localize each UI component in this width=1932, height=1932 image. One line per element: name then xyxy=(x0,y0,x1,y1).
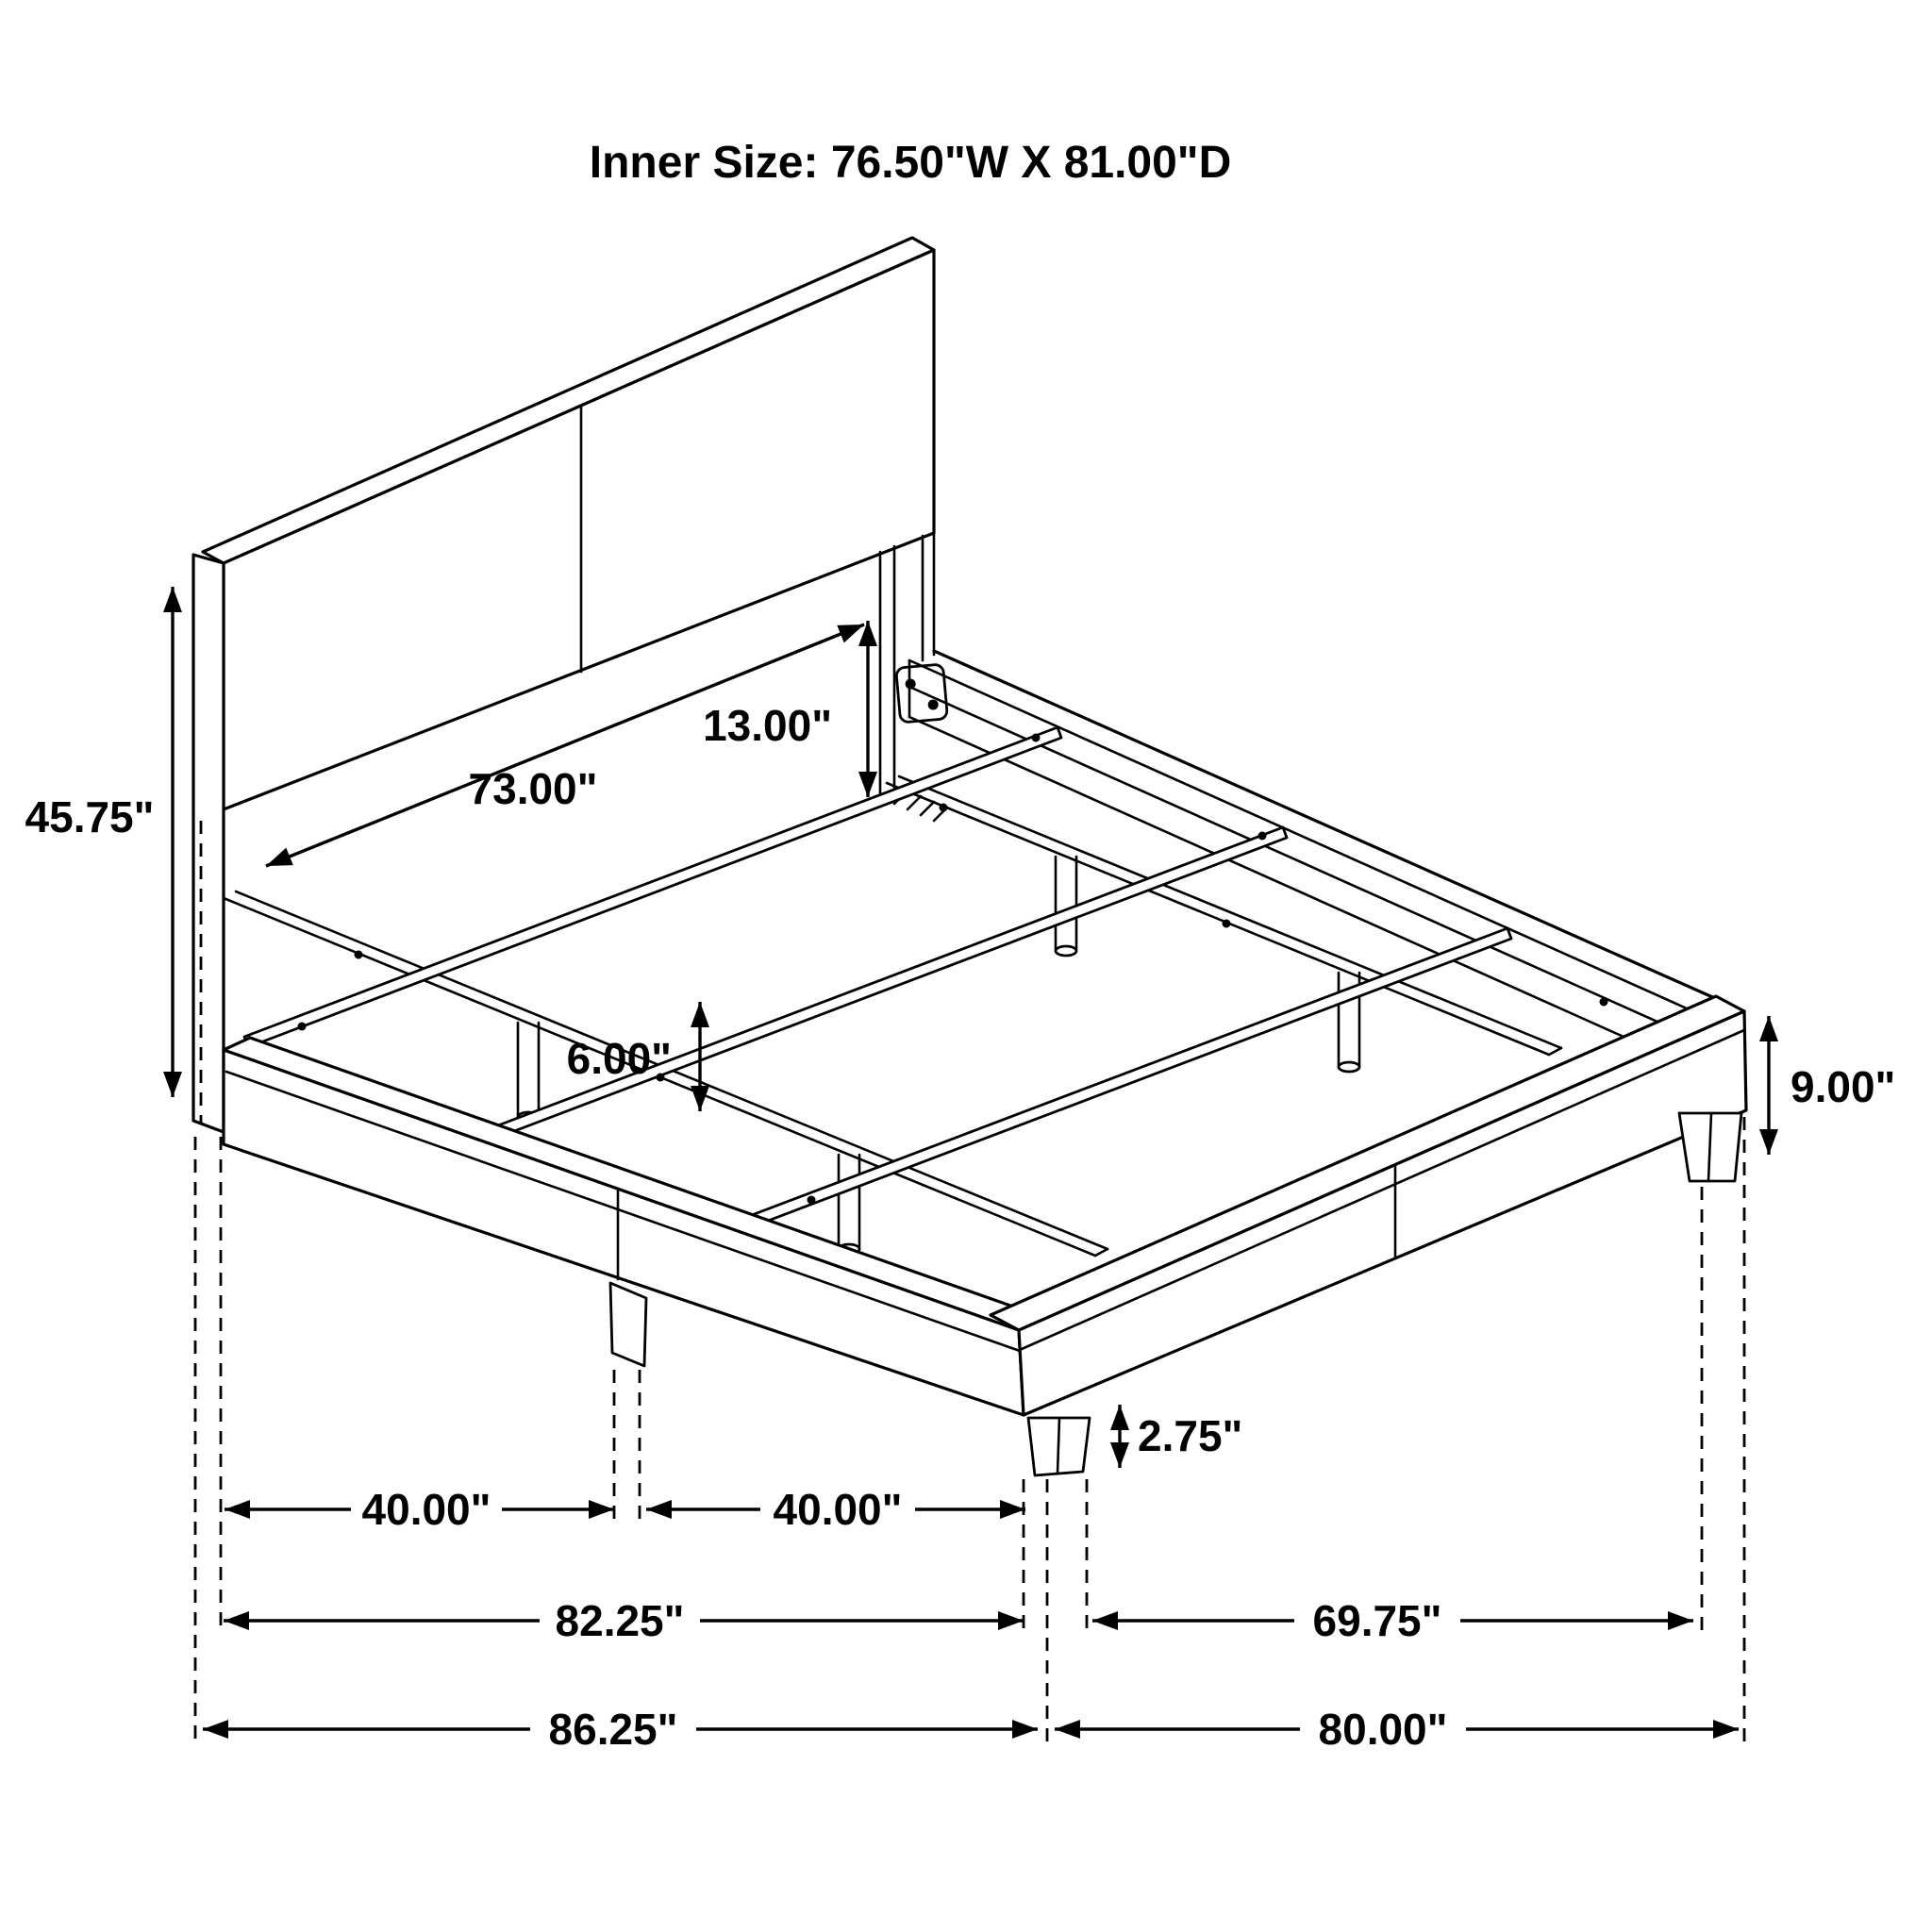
slat xyxy=(244,727,1061,1047)
dim-rail-span-front xyxy=(646,1485,1025,1534)
dim-headboard-height xyxy=(25,587,173,1097)
dim-length-overall xyxy=(203,1705,1038,1754)
support-leg xyxy=(839,1155,859,1254)
dim-width-overall-label: 80.00" xyxy=(1318,1705,1448,1754)
slat xyxy=(498,827,1287,1136)
middle-leg xyxy=(610,1283,646,1366)
left-rail-front-face xyxy=(224,1050,1024,1415)
dim-headboard-width-label: 73.00" xyxy=(468,764,598,813)
right-side-rail xyxy=(909,651,1744,1081)
footboard-rail xyxy=(991,996,1746,1415)
headboard-left-post xyxy=(193,555,224,1132)
dim-length-overall-label: 86.25" xyxy=(548,1705,678,1754)
dim-footboard-span xyxy=(1092,1596,1693,1645)
dim-length-inner xyxy=(224,1596,1024,1645)
center-rail-end-cap xyxy=(1095,1249,1108,1256)
right-corner-leg xyxy=(1679,1113,1741,1181)
center-rail-edge xyxy=(899,776,1561,1048)
dim-rail-span-rear-label: 40.00" xyxy=(361,1485,491,1534)
dim-rail-height xyxy=(1769,1016,1895,1155)
dim-corner-leg-height xyxy=(1120,1405,1242,1468)
dim-headboard-clearance-label: 13.00" xyxy=(703,701,832,750)
right-rail-bottom-edge xyxy=(909,717,1723,1081)
dim-length-inner-label: 82.25" xyxy=(555,1596,685,1645)
diagram-title: Inner Size: 76.50"W X 81.00"D xyxy=(589,138,1232,188)
front-corner-leg xyxy=(1028,1418,1090,1475)
dim-corner-leg-height-label: 2.75" xyxy=(1138,1411,1243,1460)
dim-rail-span-front-label: 40.00" xyxy=(773,1485,903,1534)
footboard-top-face xyxy=(991,996,1744,1330)
dim-headboard-clearance xyxy=(703,621,868,797)
dim-support-leg-height-label: 6.00" xyxy=(566,1034,672,1083)
dim-rail-height-label: 9.00" xyxy=(1790,1062,1896,1111)
center-rail-end-cap xyxy=(1549,1048,1561,1055)
dim-headboard-height-label: 45.75" xyxy=(25,792,155,841)
support-leg xyxy=(518,1023,539,1122)
dim-footboard-span-label: 69.75" xyxy=(1312,1596,1442,1645)
dim-width-overall xyxy=(1055,1705,1739,1754)
dim-rail-span-rear xyxy=(225,1485,614,1534)
